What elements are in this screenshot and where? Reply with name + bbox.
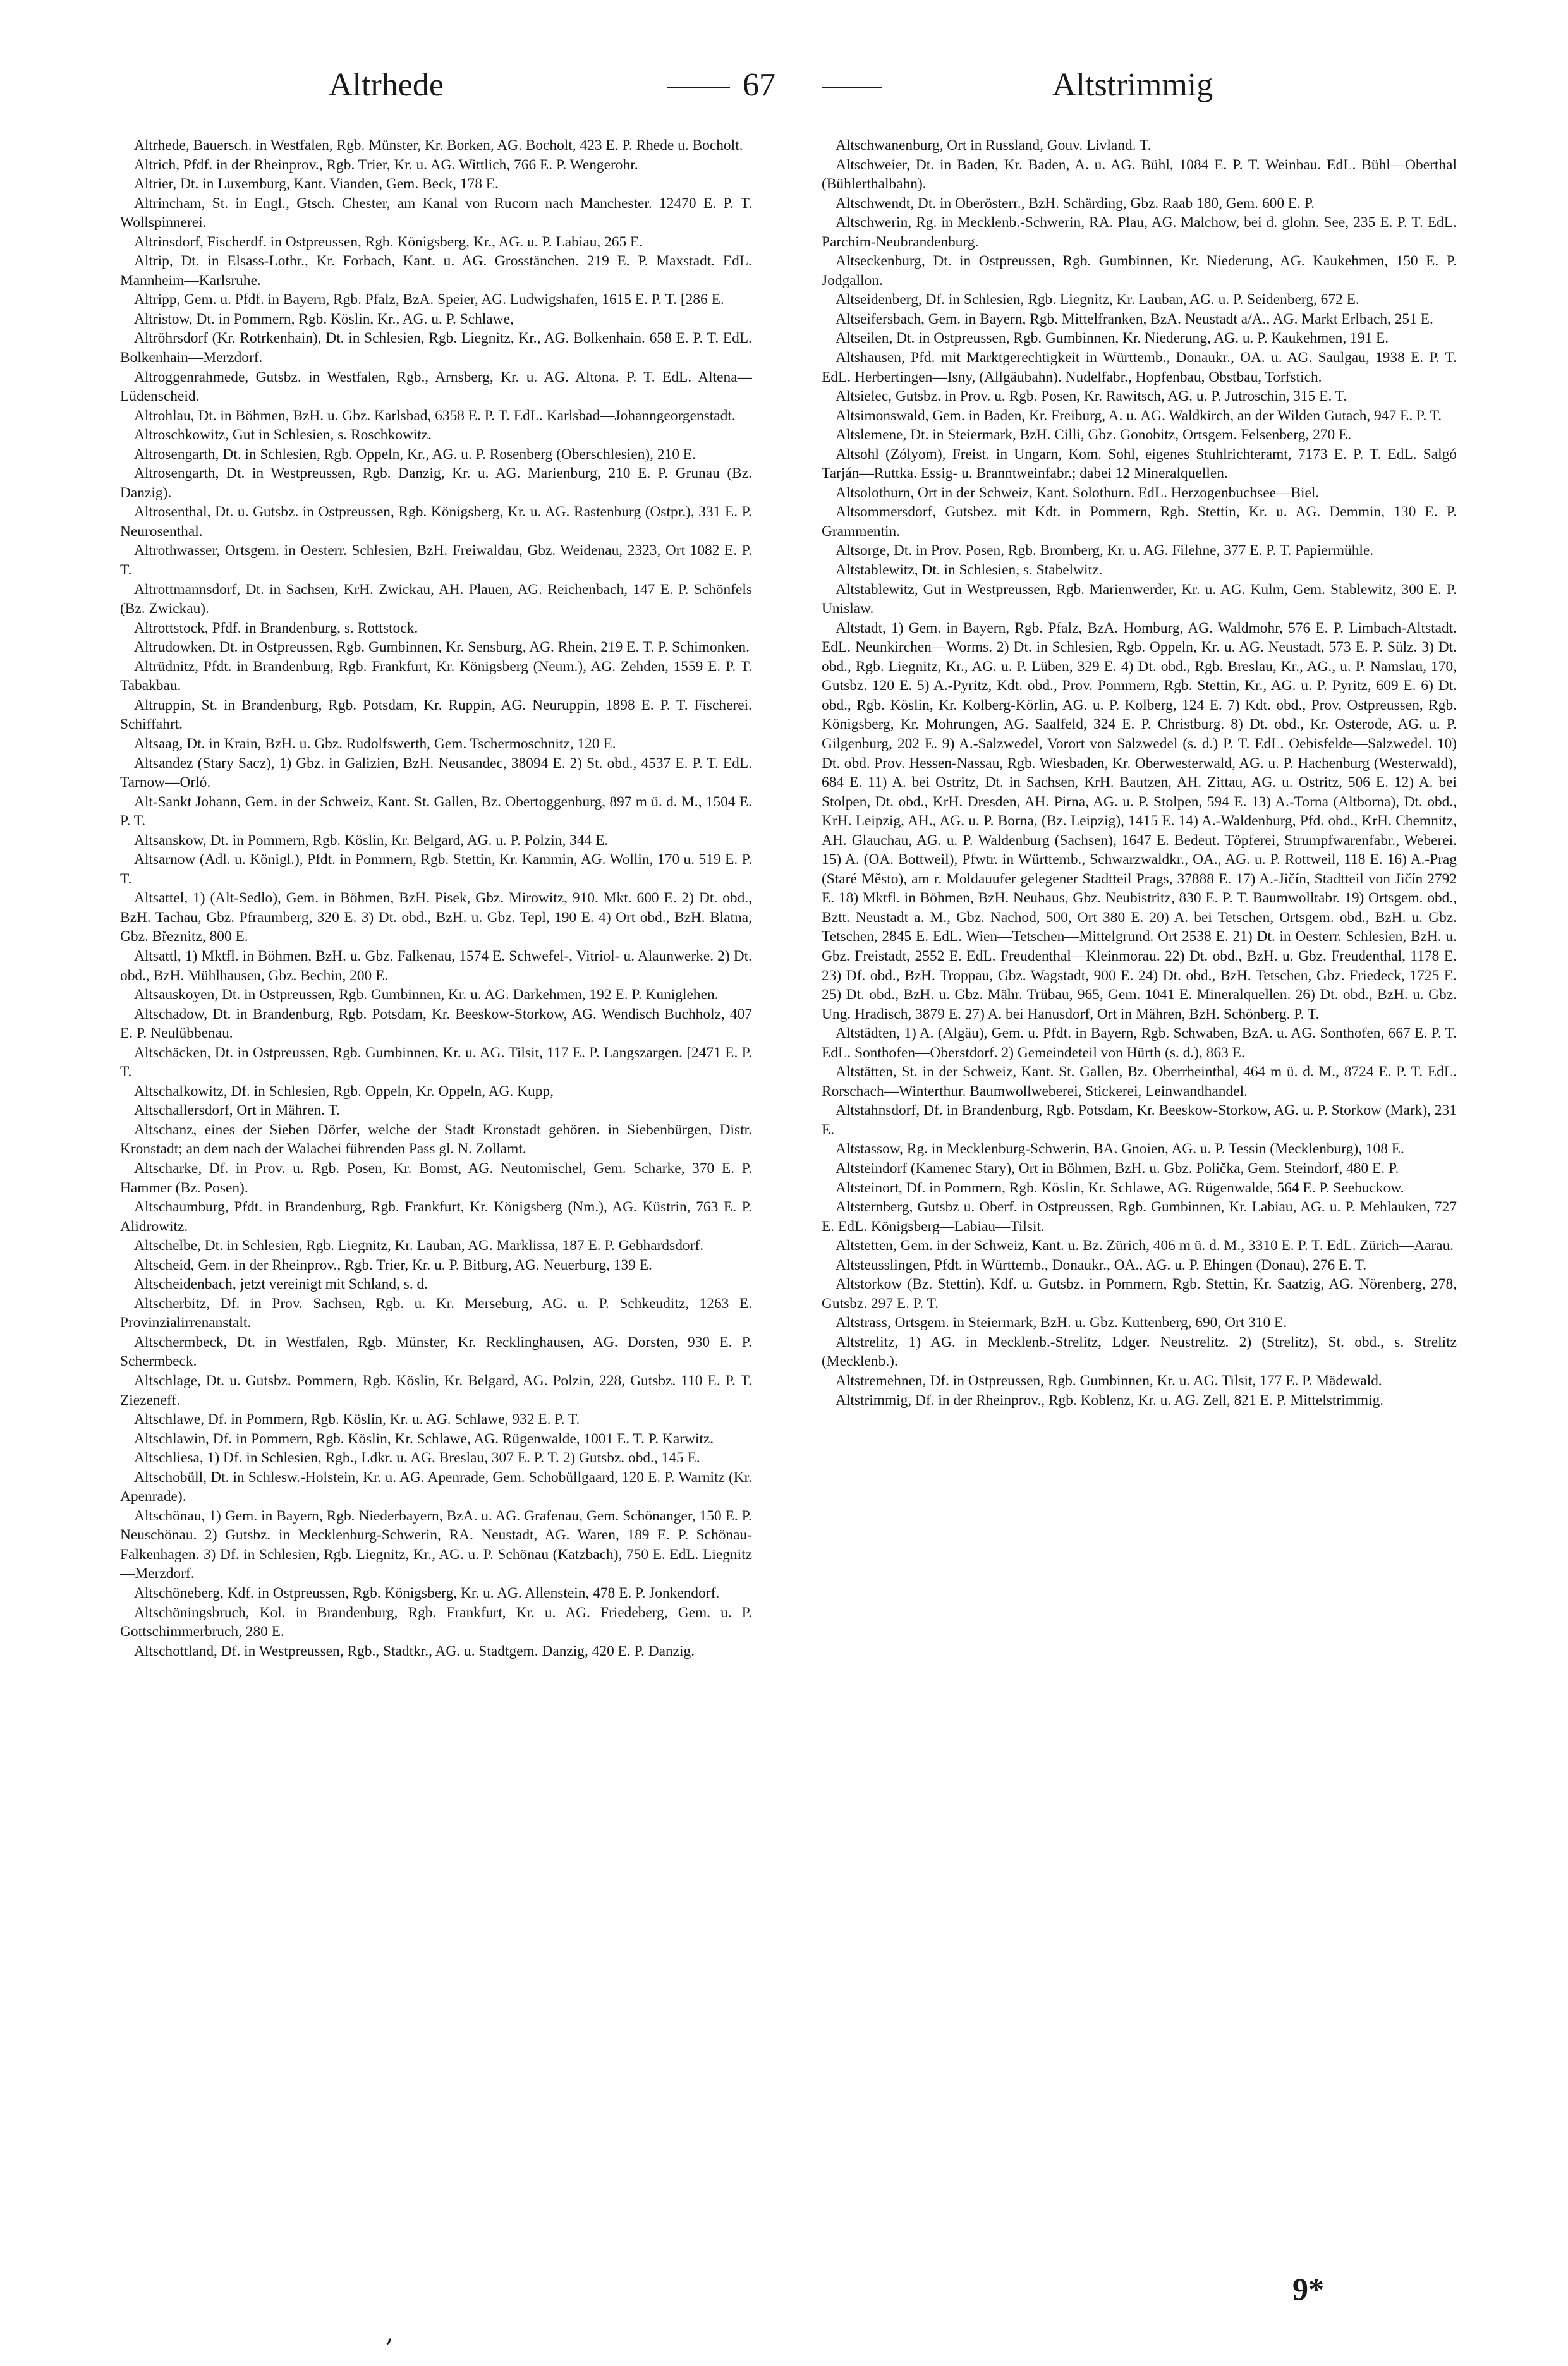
gazetteer-entry: Altshausen, Pfd. mit Marktgerechtigkeit in Württemb., Donaukr., OA. u. AG. Saulgau, 1938 E. P. T. EdL. Herbertingen—Isny, (Allgäubahn). Nudelfabr., Hopfenbau, Obstbau, Torfstich. — [822, 349, 1457, 385]
gazetteer-entry: Altschobüll, Dt. in Schlesw.-Holstein, Kr. u. AG. Apenrade, Gem. Schobüllgaard, 120 E. P. Warnitz (Kr. Apenrade). — [120, 1469, 752, 1505]
gazetteer-entry: Altschönau, 1) Gem. in Bayern, Rgb. Niederbayern, BzA. u. AG. Grafenau, Gem. Schönanger, 150 E. P. Neuschönau. 2) Gutsbz. in Mecklenburg-Schwerin, RA. Neustadt, AG. Waren, 189 E. P. Schönau-Falkenhagen. 3) Df. in Schlesien, Rgb. Liegnitz, Kr., AG. u. P. Schönau (Katzbach), 750 E. EdL. Liegnitz—Merzdorf. — [120, 1507, 752, 1582]
gazetteer-entry: Altschwendt, Dt. in Oberösterr., BzH. Schärding, Gbz. Raab 180, Gem. 600 E. P. — [836, 195, 1315, 212]
gazetteer-entry: Altschottland, Df. in Westpreussen, Rgb., Stadtkr., AG. u. Stadtgem. Danzig, 420 E. P. Danzig. — [134, 1642, 695, 1659]
gazetteer-entry: Altschäcken, Dt. in Ostpreussen, Rgb. Gumbinnen, Kr. u. AG. Tilsit, 117 E. P. Langszargen. [2471 E. P. T. — [120, 1044, 752, 1081]
gazetteer-entry: Altsohl (Zólyom), Freist. in Ungarn, Kom. Sohl, eigenes Stuhlrichteramt, 7173 E. P. T. EdL. Salgó Tarján—Ruttka. Essig- u. Branntweinfabr.; dabei 12 Mineralquellen. — [822, 446, 1457, 482]
gazetteer-entry: Altseckenburg, Dt. in Ostpreussen, Rgb. Gumbinnen, Kr. Niederung, AG. Kaukehmen, 150 E. P. Jodgallon. — [822, 253, 1457, 289]
gazetteer-entry: Altripp, Gem. u. Pfdf. in Bayern, Rgb. Pfalz, BzA. Speier, AG. Ludwigshafen, 1615 E. P. T. [286 E. — [134, 291, 724, 308]
gazetteer-entry: Altscheidenbach, jetzt vereinigt mit Schland, s. d. — [134, 1276, 428, 1293]
gazetteer-entry: Altscharke, Df. in Prov. u. Rgb. Posen, Kr. Bomst, AG. Neutomischel, Gem. Scharke, 370 E. P. Hammer (Bz. Posen). — [120, 1160, 752, 1196]
gazetteer-entry: Altsattl, 1) Mktfl. in Böhmen, BzH. u. Gbz. Falkenau, 1574 E. Schwefel-, Vitriol- u. Alaunwerke. 2) Dt. obd., BzH. Mühlhausen, Gbz. Bechin, 200 E. — [120, 947, 752, 984]
gazetteer-entry: Altstetten, Gem. in der Schweiz, Kant. u. Bz. Zürich, 406 m ü. d. M., 3310 E. P. T. EdL. Zürich—Aarau. — [836, 1237, 1454, 1254]
gazetteer-entry: Altschweier, Dt. in Baden, Kr. Baden, A. u. AG. Bühl, 1084 E. P. T. Weinbau. EdL. Bühl—Oberthal (Bühlerthalbahn). — [822, 156, 1457, 193]
gazetteer-entry: Altrich, Pfdf. in der Rheinprov., Rgb. Trier, Kr. u. AG. Wittlich, 766 E. P. Wengerohr. — [134, 156, 638, 173]
gazetteer-entry: Altrüdnitz, Pfdt. in Brandenburg, Rgb. Frankfurt, Kr. Königsberg (Neum.), AG. Zehden, 1559 E. P. T. Tabakbau. — [120, 658, 752, 695]
gazetteer-entry: Altrosengarth, Dt. in Westpreussen, Rgb. Danzig, Kr. u. AG. Marienburg, 210 E. P. Grunau (Bz. Danzig). — [120, 465, 752, 501]
gazetteer-entry: Altrudowken, Dt. in Ostpreussen, Rgb. Gumbinnen, Kr. Sensburg, AG. Rhein, 219 E. T. P. Schimonken. — [134, 639, 750, 656]
gazetteer-entry: Altstadt, 1) Gem. in Bayern, Rgb. Pfalz, BzA. Homburg, AG. Waldmohr, 576 E. P. Limbach-Altstadt. EdL. Neunkirchen—Worms. 2) Dt. in Schlesien, Rgb. Oppeln, Kr. u. AG. Neustadt, 573 E. P. Sülz. 3) Dt. obd., Rgb. Liegnitz, Kr., AG. u. P. Lüben, 329 E. 4) Dt. obd., Rgb. Breslau, Kr., AG., u. P. Namslau, 170, Gutsbz. 120 E. 5) A.-Pyritz, Kdt. obd., Prov. Pommern, Rgb. Stettin, Kr., AG. u. P. Pyritz, 609 E. 6) Dt. obd., Rgb. Köslin, Kr. Kolberg-Körlin, AG. u. P. Kolberg, 124 E. 7) Kdt. obd., Prov. Ostpreussen, Rgb. Königsberg, Kr. Mohrungen, AG. Saalfeld, 324 E. P. Christburg. 8) Dt. obd., Kr. Osterode, AG. u. P. Gilgenburg, 202 E. 9) A.-Salzwedel, Vorort von Salzwedel (s. d.) P. T. EdL. Oebisfelde—Salzwedel. 10) Dt. obd. Prov. Hessen-Nassau, Rgb. Wiesbaden, Kr. Oberwesterwald, AG. u. P. Hachenburg (Westerwald), 684 E. 11) A. bei Ostritz, Dt. in Sachsen, KrH. Bautzen, AH. Zittau, AG. u. Ostritz, 506 E. 12) A. bei Stolpen, Dt. obd., KrH. Dresden, AH. Pirna, AG. u. P. Stolpen, 594 E. 13) A.-Torna (Altborna), Dt. obd., KrH. Leipzig, AH., AG. u. P. Borna, (Bz. Leipzig), 1415 E. 14) A.-Waldenburg, Pfd. obd., KrH. Chemnitz, AH. Glauchau, AG. u. P. Waldenburg (Sachsen), 1647 E. Bedeut. Töpferei, Strumpfwarenfabr., Weberei. 15) A. (OA. Bottweil), Pfwtr. in Württemb., Schwarzwaldkr., OA., AG. u. P. Rottweil, 118 E. 16) A.-Prag (Staré Město), am r. Moldauufer gelegener Stadtteil Prags, 37888 E. 17) A.-Jičín, Stadtteil von Jičín 2792 E. 18) Mktfl. in Böhmen, BzH. Neuhaus, Gbz. Neubistritz, 830 E. P. T. Baumwolltabr. 19) Ortsgem. obd., Bztt. Neustadt a. M., Gbz. Nachod, 500, Ort 380 E. 20) A. bei Tetschen, Ortsgem. obd., BzH. u. Gbz. Tetschen, 2845 E. EdL. Wien—Tetschen—Mittelgrund. Ort 2538 E. 21) Dt. in Oesterr. Schlesien, BzH. u. Gbz. Freistadt, 2552 E. EdL. Freudenthal—Kleinmorau. 22) Dt. obd., BzH. u. Gbz. Freudenthal, 1178 E. 23) Df. obd., BzH. Troppau, Gbz. Wagstadt, 900 E. 24) Dt. obd., BzH. Tetschen, Gbz. Friedeck, 1725 E. 25) Dt. obd., BzH. u. Gbz. Mähr. Trübau, 965, Gem. 1041 E. Mineralquellen. 26) Dt. obd., BzH. u. Gbz. Ung. Hradisch, 3879 E. 27) A. bei Hanusdorf, Ort in Mähren, BzH. Schönberg. P. T. — [822, 619, 1457, 1022]
gazetteer-entry: Altsandez (Stary Sacz), 1) Gbz. in Galizien, BzH. Neusandec, 38094 E. 2) St. obd., 4537 E. P. T. EdL. Tarnow—Orló. — [120, 755, 752, 791]
gazetteer-entry: Altsternberg, Gutsbz u. Oberf. in Ostpreussen, Rgb. Gumbinnen, Kr. Labiau, AG. u. P. Mehlauken, 727 E. EdL. Königsberg—Labiau—Tilsit. — [822, 1199, 1457, 1235]
stray-mark: , — [386, 2319, 394, 2348]
gazetteer-entry: Altsteusslingen, Pfdt. in Württemb., Donaukr., OA., AG. u. P. Ehingen (Donau), 276 E. T. — [836, 1256, 1367, 1273]
gazetteer-entry: Altseifersbach, Gem. in Bayern, Rgb. Mittelfranken, BzA. Neustadt a/A., AG. Markt Erlbach, 251 E. — [836, 310, 1433, 327]
gazetteer-entry: Altstrimmig, Df. in der Rheinprov., Rgb. Koblenz, Kr. u. AG. Zell, 821 E. P. Mittelstrimmig. — [836, 1392, 1384, 1409]
gazetteer-entry: Altsorge, Dt. in Prov. Posen, Rgb. Bromberg, Kr. u. AG. Filehne, 377 E. P. T. Papiermühle. — [836, 542, 1374, 559]
gazetteer-entry: Altrier, Dt. in Luxemburg, Kant. Vianden, Gem. Beck, 178 E. — [134, 176, 499, 193]
gazetteer-entry: Altrottstock, Pfdf. in Brandenburg, s. Rottstock. — [134, 619, 418, 636]
gazetteer-entry: Altschliesa, 1) Df. in Schlesien, Rgb., Ldkr. u. AG. Breslau, 307 E. P. T. 2) Gutsbz. obd., 145 E. — [134, 1450, 700, 1467]
gazetteer-entry: Altsommersdorf, Gutsbez. mit Kdt. in Pommern, Rgb. Stettin, Kr. u. AG. Demmin, 130 E. P. Grammentin. — [822, 504, 1457, 540]
gazetteer-entry: Altschallersdorf, Ort in Mähren. T. — [134, 1102, 340, 1119]
gazetteer-entry: Altstahnsdorf, Df. in Brandenburg, Rgb. Potsdam, Kr. Beeskow-Storkow, AG. u. P. Storkow (Mark), 231 E. — [822, 1102, 1457, 1138]
gazetteer-entry: Altschadow, Dt. in Brandenburg, Rgb. Potsdam, Kr. Beeskow-Storkow, AG. Wendisch Buchholz, 407 E. P. Neulübbenau. — [120, 1005, 752, 1042]
gazetteer-entry: Altroggenrahmede, Gutsbz. in Westfalen, Rgb., Arnsberg, Kr. u. AG. Altona. P. T. EdL. Altena—Lüdenscheid. — [120, 368, 752, 405]
gazetteer-entry: Altschanz, eines der Sieben Dörfer, welche der Stadt Kronstadt gehören. in Siebenbürgen, Distr. Kronstadt; an dem nach der Walachei führenden Pass gl. N. Zollamt. — [120, 1121, 752, 1158]
gazetteer-entry: Altseilen, Dt. in Ostpreussen, Rgb. Gumbinnen, Kr. Niederung, AG. u. P. Kaukehmen, 191 E. — [836, 330, 1389, 347]
gazetteer-entry: Altstablewitz, Gut in Westpreussen, Rgb. Marienwerder, Kr. u. AG. Kulm, Gem. Stablewitz, 300 E. P. Unislaw. — [822, 581, 1457, 617]
gazetteer-entry: Altschlage, Dt. u. Gutsbz. Pommern, Rgb. Köslin, Kr. Belgard, AG. Polzin, 228, Gutsbz. 110 E. P. T. Ziezeneff. — [120, 1373, 752, 1409]
gazetteer-entry: Altstätten, St. in der Schweiz, Kant. St. Gallen, Bz. Oberrheinthal, 464 m ü. d. M., 8724 E. P. T. EdL. Rorschach—Winterthur. Baumwollweberei, Stickerei, Leinwandhandel. — [822, 1064, 1457, 1100]
gazetteer-entry: Altsattel, 1) (Alt-Sedlo), Gem. in Böhmen, BzH. Pisek, Gbz. Mirowitz, 910. Mkt. 600 E. 2) Dt. obd., BzH. Tachau, Gbz. Pfraumberg, 320 E. 3) Dt. obd., BzH. u. Gbz. Tepl, 190 E. 4) Ort obd., BzH. Blatna, Gbz. Březnitz, 800 E. — [120, 890, 752, 945]
gazetteer-entry: Altsanskow, Dt. in Pommern, Rgb. Köslin, Kr. Belgard, AG. u. P. Polzin, 344 E. — [134, 832, 609, 849]
gazetteer-entry: Altschelbe, Dt. in Schlesien, Rgb. Liegnitz, Kr. Lauban, AG. Marklissa, 187 E. P. Gebhardsdorf. — [134, 1237, 704, 1254]
gazetteer-entry: Altrosenthal, Dt. u. Gutsbz. in Ostpreussen, Rgb. Königsberg, Kr. u. AG. Rastenburg (Ostpr.), 331 E. P. Neurosenthal. — [120, 504, 752, 540]
gazetteer-entry: Altrinsdorf, Fischerdf. in Ostpreussen, Rgb. Königsberg, Kr., AG. u. P. Labiau, 265 E. — [134, 233, 643, 250]
gazetteer-entry: Altscheid, Gem. in der Rheinprov., Rgb. Trier, Kr. u. P. Bitburg, AG. Neuerburg, 139 E. — [134, 1256, 652, 1273]
gazetteer-entry: Altrip, Dt. in Elsass-Lothr., Kr. Forbach, Kant. u. AG. Grosstänchen. 219 E. P. Maxstadt. EdL. Mannheim—Karlsruhe. — [120, 253, 752, 289]
gazetteer-entry: Altschwanenburg, Ort in Russland, Gouv. Livland. T. — [836, 137, 1152, 154]
gazetteer-entry: Altseidenberg, Df. in Schlesien, Rgb. Liegnitz, Kr. Lauban, AG. u. P. Seidenberg, 672 E. — [836, 291, 1359, 308]
gazetteer-entry: Altröhrsdorf (Kr. Rotrkenhain), Dt. in Schlesien, Rgb. Liegnitz, Kr., AG. Bolkenhain. 658 E. P. T. EdL. Bolkenhain—Merzdorf. — [120, 330, 752, 367]
gazetteer-entry: Altsaag, Dt. in Krain, BzH. u. Gbz. Rudolfswerth, Gem. Tschermoschnitz, 120 E. — [134, 735, 616, 752]
header-right-word: Altstrimmig — [1052, 67, 1213, 103]
gazetteer-entry: Altschöningsbruch, Kol. in Brandenburg, Rgb. Frankfurt, Kr. u. AG. Friedeberg, Gem. u. P. Gottschimmerbruch, 280 E. — [120, 1604, 752, 1641]
gazetteer-entry: Altschöneberg, Kdf. in Ostpreussen, Rgb. Königsberg, Kr. u. AG. Allenstein, 478 E. P. Jonkendorf. — [134, 1585, 720, 1602]
left-column — [120, 136, 752, 2297]
gazetteer-entry: Altschwerin, Rg. in Mecklenb.-Schwerin, RA. Plau, AG. Malchow, bei d. glohn. See, 235 E. P. T. EdL. Parchim-Neubrandenburg. — [822, 214, 1457, 250]
gazetteer-entry: Altristow, Dt. in Pommern, Rgb. Köslin, Kr., AG. u. P. Schlawe, — [134, 310, 514, 327]
gazetteer-entry: Altstremehnen, Df. in Ostpreussen, Rgb. Gumbinnen, Kr. u. AG. Tilsit, 177 E. P. Mädewald. — [836, 1373, 1382, 1389]
header-rule-left — [667, 87, 730, 88]
gazetteer-entry: Altschlawin, Df. in Pommern, Rgb. Köslin, Kr. Schlawe, AG. Rügenwalde, 1001 E. T. P. Karwitz. — [134, 1430, 714, 1447]
gazetteer-entry: Altstädten, 1) A. (Algäu), Gem. u. Pfdt. in Bayern, Rgb. Schwaben, BzA. u. AG. Sonthofen, 667 E. P. T. EdL. Sonthofen—Oberstdorf. 2) Gemeindeteil von Hürth (s. d.), 863 E. — [822, 1025, 1457, 1061]
gazetteer-entry: Altschermbeck, Dt. in Westfalen, Rgb. Münster, Kr. Recklinghausen, AG. Dorsten, 930 E. P. Schermbeck. — [120, 1333, 752, 1370]
gazetteer-entry: Altrhede, Bauersch. in Westfalen, Rgb. Münster, Kr. Borken, AG. Bocholt, 423 E. P. Rhede u. Bocholt. — [134, 137, 743, 154]
gazetteer-entry: Altstorkow (Bz. Stettin), Kdf. u. Gutsbz. in Pommern, Rgb. Stettin, Kr. Saatzig, AG. Nörenberg, 278, Gutsbz. 297 E. P. T. — [822, 1276, 1457, 1312]
gazetteer-entry: Altrosengarth, Dt. in Schlesien, Rgb. Oppeln, Kr., AG. u. P. Rosenberg (Oberschlesien), 210 E. — [134, 446, 696, 463]
gazetteer-entry: Altsteindorf (Kamenec Stary), Ort in Böhmen, BzH. u. Gbz. Polička, Gem. Steindorf, 480 E. P. — [836, 1160, 1399, 1177]
gazetteer-entry: Altrincham, St. in Engl., Gtsch. Chester, am Kanal von Rucorn nach Manchester. 12470 E. P. T. Wollspinnerei. — [120, 195, 752, 231]
gazetteer-entry: Altslemene, Dt. in Steiermark, BzH. Cilli, Gbz. Gonobitz, Ortsgem. Felsenberg, 270 E. — [836, 427, 1352, 444]
gazetteer-entry: Altsteinort, Df. in Pommern, Rgb. Köslin, Kr. Schlawe, AG. Rügenwalde, 564 E. P. Seebuckow. — [836, 1179, 1404, 1196]
gazetteer-entry: Altschlawe, Df. in Pommern, Rgb. Köslin, Kr. u. AG. Schlawe, 932 E. P. T. — [134, 1411, 580, 1428]
gazetteer-entry: Alt-Sankt Johann, Gem. in der Schweiz, Kant. St. Gallen, Bz. Obertoggenburg, 897 m ü. d. M., 1504 E. P. T. — [120, 793, 752, 830]
gazetteer-entry: Altroschkowitz, Gut in Schlesien, s. Roschkowitz. — [134, 427, 432, 444]
gazetteer-entry: Altschalkowitz, Df. in Schlesien, Rgb. Oppeln, Kr. Oppeln, AG. Kupp, — [134, 1083, 554, 1100]
gazetteer-entry: Altscherbitz, Df. in Prov. Sachsen, Rgb. u. Kr. Merseburg, AG. u. P. Schkeuditz, 1263 E. Provinzialirrenanstalt. — [120, 1295, 752, 1332]
gazetteer-entry: Altrottmannsdorf, Dt. in Sachsen, KrH. Zwickau, AH. Plauen, AG. Reichenbach, 147 E. P. Schönfels (Bz. Zwickau). — [120, 581, 752, 617]
gazetteer-entry: Altrothwasser, Ortsgem. in Oesterr. Schlesien, BzH. Freiwaldau, Gbz. Weidenau, 2323, Ort 1082 E. P. T. — [120, 542, 752, 579]
gazetteer-entry: Altruppin, St. in Brandenburg, Rgb. Potsdam, Kr. Ruppin, AG. Neuruppin, 1898 E. P. T. Fischerei. Schiffahrt. — [120, 696, 752, 733]
page-number: 67 — [743, 67, 775, 103]
gazetteer-entry: Altsarnow (Adl. u. Königl.), Pfdt. in Pommern, Rgb. Stettin, Kr. Kammin, AG. Wollin, 170 u. 519 E. P. T. — [120, 851, 752, 887]
printer-signature: 9* — [1292, 2271, 1324, 2307]
gazetteer-entry: Altschaumburg, Pfdt. in Brandenburg, Rgb. Frankfurt, Kr. Königsberg (Nm.), AG. Küstrin, 763 E. P. Alidrowitz. — [120, 1199, 752, 1235]
right-column — [822, 136, 1457, 2297]
gazetteer-entry: Altsimonswald, Gem. in Baden, Kr. Freiburg, A. u. AG. Waldkirch, an der Wilden Gutach, 947 E. P. T. — [836, 407, 1442, 424]
gazetteer-entry: Altstablewitz, Dt. in Schlesien, s. Stabelwitz. — [836, 562, 1103, 579]
gazetteer-entry: Altrohlau, Dt. in Böhmen, BzH. u. Gbz. Karlsbad, 6358 E. P. T. EdL. Karlsbad—Johanngeorgenstadt. — [134, 407, 736, 424]
gazetteer-entry: Altsauskoyen, Dt. in Ostpreussen, Rgb. Gumbinnen, Kr. u. AG. Darkehmen, 192 E. P. Kuniglehen. — [134, 986, 719, 1004]
header-rule-right — [822, 87, 882, 88]
gazetteer-entry: Altsolothurn, Ort in der Schweiz, Kant. Solothurn. EdL. Herzogenbuchsee—Biel. — [836, 484, 1320, 501]
header-left-word: Altrhede — [329, 67, 444, 103]
gazetteer-entry: Altstassow, Rg. in Mecklenburg-Schwerin, BA. Gnoien, AG. u. P. Tessin (Mecklenburg), 108 E. — [836, 1141, 1404, 1158]
gazetteer-entry: Altsielec, Gutsbz. in Prov. u. Rgb. Posen, Kr. Rawitsch, AG. u. P. Jutroschin, 315 E. T. — [836, 388, 1347, 405]
gazetteer-entry: Altstrelitz, 1) AG. in Mecklenb.-Strelitz, Ldger. Neustrelitz. 2) (Strelitz), St. obd., s. Strelitz (Mecklenb.). — [822, 1333, 1457, 1370]
gazetteer-entry: Altstrass, Ortsgem. in Steiermark, BzH. u. Gbz. Kuttenberg, 690, Ort 310 E. — [836, 1314, 1287, 1332]
